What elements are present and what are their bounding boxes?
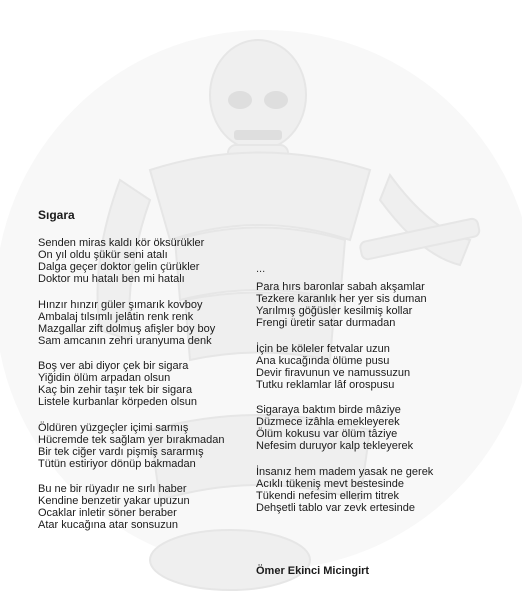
poem-line: Listele kurbanlar körpeden olsun [38,396,197,408]
stanza [38,360,248,408]
poem-line: Tükendi nefesim ellerim titrek [256,489,400,502]
poem-line: Tezkere karanlık her yer sis duman [256,293,427,305]
stanza [256,343,506,391]
poem-line: Kendine benzetir yakar upuzun [38,495,190,507]
ellipsis-marker: ... [256,263,266,275]
poem-line: On yıl oldu şükür seni atalı [38,249,168,261]
poem-line: Senden miras kaldı kör öksürükler [38,237,205,249]
poem-line: Tütün estiriyor dönüp bakmadan [38,457,196,470]
poem-line: Mazgallar zift dolmuş afişler boy boy [38,322,216,335]
poem-line: Yarılmış göğüsler kesilmiş kollar [256,305,413,317]
poem-line: Bu ne bir rüyadır ne sırlı haber [38,483,187,495]
poem-line: Öldüren yüzgeçler içimi sarmış [38,421,189,434]
poem-line: Acıklı tükeniş mevt bestesinde [256,477,404,490]
poem-line: Doktor mu hatalı ben mi hatalı [38,273,185,285]
poem-line: Ambalaj tılsımlı jelâtin renk renk [38,310,194,323]
stanza [256,404,506,452]
poem-right-column [256,263,506,527]
poem-line: Sam amcanın zehri uranyuma denk [38,334,212,347]
stanza [38,483,248,531]
poem-author: Ömer Ekinci Micingirt [256,565,370,577]
poem-line: Ocaklar inletir söner beraber [38,507,177,519]
poem-line: Hücremde tek sağlam yer bırakmadan [38,433,225,446]
poem-line: Tutku reklamlar lâf orospusu [256,378,395,391]
poem-line: Ana kucağında ölüme pusu [256,354,390,367]
poem-left-column [38,237,248,545]
stanza [38,299,248,347]
stanza [256,281,506,329]
poem-line: Devir firavunun ve namussuzun [256,366,411,379]
poem-line: Dehşetli tablo var zevk ertesinde [256,501,415,514]
poem-line: Para hırs baronlar sabah akşamlar [256,281,425,293]
poem-line: Bir tek ciğer vardı pişmiş sararmış [38,445,204,458]
poem-line: Nefesim duruyor kalp tekleyerek [256,440,414,452]
poem-line: Frengi üretir satar durmadan [256,317,396,329]
poem-line: İçin be köleler fetvalar uzun [256,342,390,355]
poem-line: Ölüm kokusu var ölüm tâziye [256,428,398,440]
stanza [38,237,248,285]
poem-line: Sigaraya baktım birde mâziye [256,404,401,416]
poem-line: Kaç bin zehir taşır tek bir sigara [38,384,193,396]
poem-line: Atar kucağına atar sonsuzun [38,519,179,531]
poem-title: Sıgara [38,208,75,222]
poem-line: İnsanız hem madem yasak ne gerek [256,465,434,478]
poem-line: Hınzır hınzır güler şımarık kovboy [38,298,203,311]
poem-line: Yiğidin ölüm arpadan olsun [38,372,171,384]
poem-line: Dalga geçer doktor gelin çürükler [38,261,200,273]
poem-line: Boş ver abi diyor çek bir sigara [38,360,189,372]
stanza [38,422,248,470]
poem-line: Düzmece izâhla emekleyerek [256,416,400,428]
stanza [256,466,506,514]
